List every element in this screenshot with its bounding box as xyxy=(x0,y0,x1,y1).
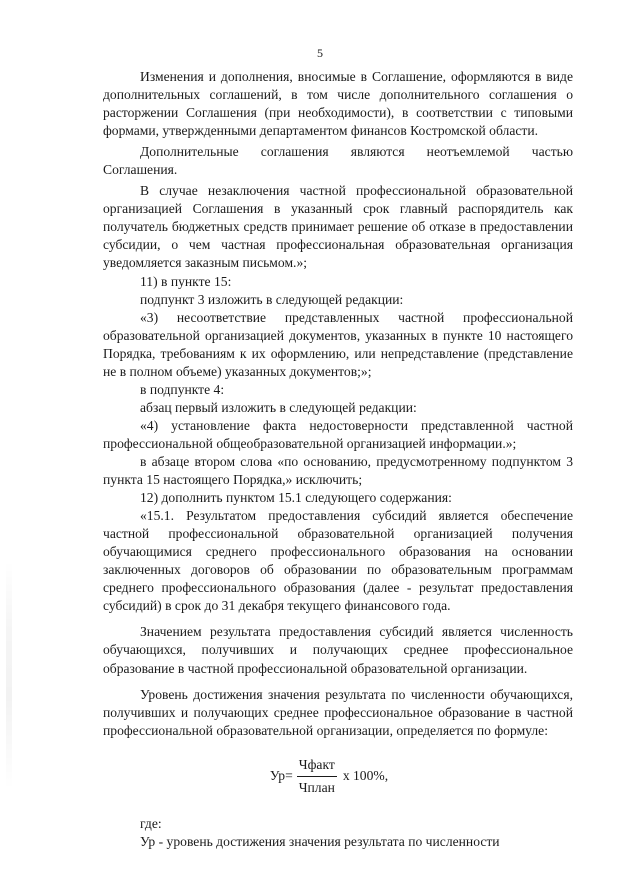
paragraph-non-conclusion: В случае незаключения частной профессиональной образовательной организацией Соглашения в указанный срок главный распорядитель как получатель бюджетных средств принимает решение об отказе в предоставлении субсидии, о чем частная профессиональная образовательная организация уведомляется заказным письмом.»; xyxy=(103,183,573,271)
paragraph-second-abzac: в абзаце втором слова «по основанию, предусмотренному подпунктом 3 пункта 15 настоящего Порядка,» исключить; xyxy=(103,453,573,488)
paragraph-subitem-4-text: «4) установление факта недостоверности представленной частной профессиональной общеобразовательной организацией информации.»; xyxy=(103,417,573,451)
document-body xyxy=(103,68,573,851)
formula-numerator: Чфакт xyxy=(297,756,337,777)
paragraph-subitem-3-text: «3) несоответствие представленных частной профессиональной образовательной организацией документов, указанных в пункте 10 настоящего Порядка, требованиям к их оформлению, или непредставление (представление не в полном объеме) указанных документов;»; xyxy=(103,309,573,379)
paragraph-subitem-4: в подпункте 4: xyxy=(140,381,225,397)
formula-denominator: Чплан xyxy=(298,779,335,795)
paragraph-additional-agreements: Дополнительные соглашения являются неотъемлемой частью Соглашения. xyxy=(103,144,573,178)
paragraph-item-11: 11) в пункте 15: xyxy=(140,273,232,289)
paragraph-achievement-level: Уровень достижения значения результата по численности обучающихся, получивших и получающих среднее профессиональное образование в частной профессиональной образовательной организации, определяется по формуле: xyxy=(103,686,573,738)
paragraph-item-15-1: «15.1. Результатом предоставления субсидий является обеспечение частной профессиональной образовательной организацией получения обучающимися среднего профессионального образования на основании заключенных договоров об образовании по образовательным программам среднего профессионального образования (далее - результат предоставления субсидий) в срок до 31 декабря текущего финансового года. xyxy=(103,508,573,614)
paragraph-item-12: 12) дополнить пунктом 15.1 следующего содержания: xyxy=(140,490,452,506)
paragraph-result-value: Значением результата предоставления субсидий является численность обучающихся, получивших и получающих среднее профессиональное образование в частной профессиональной образовательной организации. xyxy=(103,624,573,676)
page-number: 5 xyxy=(317,46,323,60)
formula-fraction xyxy=(297,756,337,797)
formula-lhs: Ур= xyxy=(269,768,293,784)
where-label: где: xyxy=(140,815,162,831)
scan-edge-shadow xyxy=(6,560,12,790)
formula-rhs: x 100%, xyxy=(342,768,389,784)
definition-line: Ур - уровень достижения значения результата по численности xyxy=(140,833,500,849)
paragraph-subitem-3-edit: подпункт 3 изложить в следующей редакции: xyxy=(140,291,404,307)
formula xyxy=(103,756,573,797)
paragraph-first-abzac: абзац первый изложить в следующей редакции: xyxy=(140,399,417,415)
paragraph-amendments: Изменения и дополнения, вносимые в Соглашение, оформляются в виде дополнительных соглашений, в том числе дополнительного соглашения о расторжении Соглашения (при необходимости), в соответствии с типовыми формами, утвержденными департаментом финансов Костромской области. xyxy=(103,69,573,139)
